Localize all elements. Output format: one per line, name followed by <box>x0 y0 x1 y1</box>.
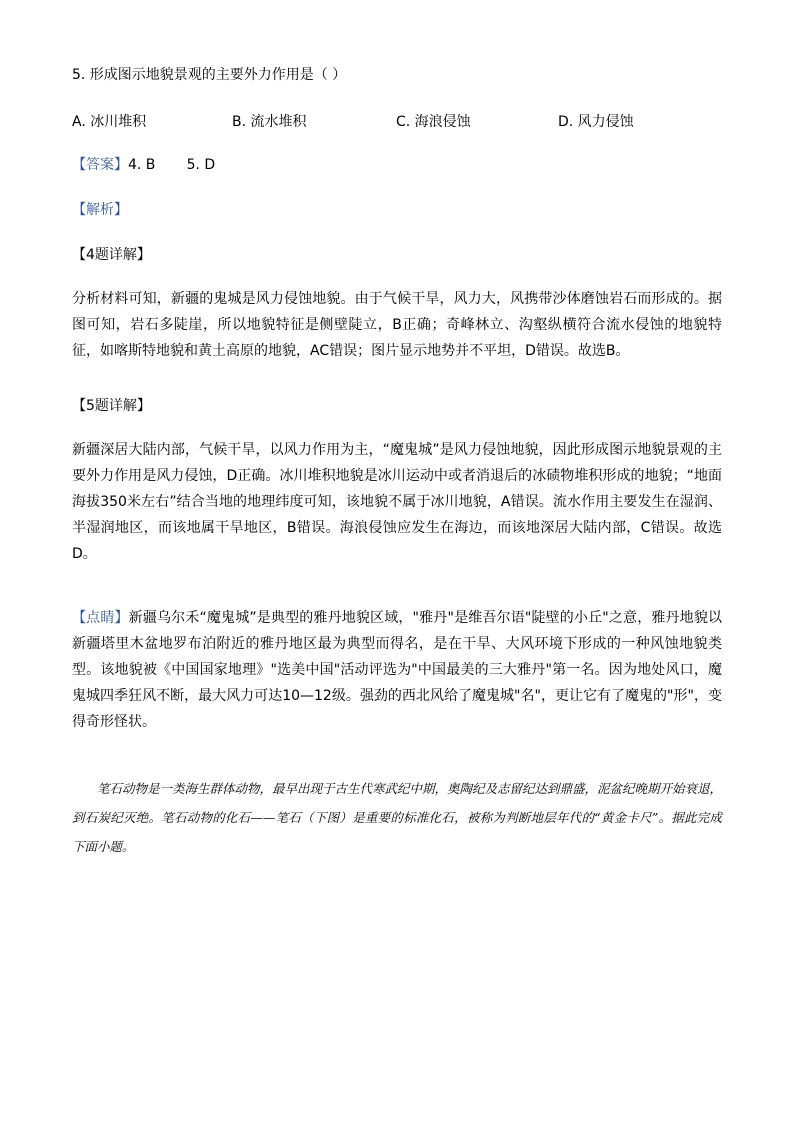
answer-line <box>72 156 215 174</box>
option-d: D. 风力侵蚀 <box>558 114 634 130</box>
question-5-stem: 5. 形成图示地貌景观的主要外力作用是（ ） <box>72 67 347 83</box>
graptolite-passage: 笔石动物是一类海生群体动物，最早出现于古生代寒武纪中期，奥陶纪及志留纪达到鼎盛，泥盆纪晚期开始衰退，到石炭纪灭绝。笔石动物的化石——笔石（下图）是重要的标准化石，被称为判断地层年代的“黄金卡尺”。据此完成下面小题。 <box>72 781 723 854</box>
analysis-tag: 【解析】 <box>72 202 128 218</box>
detail-5-heading: 【5题详解】 <box>72 398 151 414</box>
answer-text: 4. B 5. D <box>128 157 216 173</box>
highlight-paragraph <box>72 605 722 735</box>
answer-tag: 【答案】 <box>72 157 128 173</box>
option-b: B. 流水堆积 <box>232 114 307 130</box>
question-5-options <box>72 113 732 133</box>
detail-5-text: 新疆深居大陆内部，气候干旱，以风力作用为主，“魔鬼城”是风力侵蚀地貌，因此形成图示地貌景观的主要外力作用是风力侵蚀，D正确。冰川堆积地貌是冰川运动中或者消退后的冰碛物堆积形成的地貌；“地面海拔350米左右”结合当地的地理纬度可知，该地貌不属于冰川地貌，A错误。流水作用主要发生在湿润、半湿润地区，而该地属干旱地区，B错误。海浪侵蚀应发生在海边，而该地深居大陆内部，C错误。故选D。 <box>72 442 722 562</box>
highlight-tag: 【点睛】 <box>72 610 129 626</box>
highlight-text: 新疆乌尔禾“魔鬼城”是典型的雅丹地貌区域，"雅丹"是维吾尔语"陡壁的小丘"之意，雅丹地貌以新疆塔里木盆地罗布泊附近的雅丹地区最为典型而得名，是在干旱、大风环境下形成的一种风蚀地貌类型。该地貌被《中国国家地理》"选美中国"活动评选为"中国最美的三大雅丹"第一名。因为地处风口，魔鬼城四季狂风不断，最大风力可达10—12级。强劲的西北风给了魔鬼城"名"，更让它有了魔鬼的"形"，变得奇形怪状。 <box>72 610 723 730</box>
analysis-heading <box>72 201 128 219</box>
option-a: A. 冰川堆积 <box>72 114 147 130</box>
detail-4-heading: 【4题详解】 <box>72 247 151 263</box>
detail-4-text: 分析材料可知，新疆的鬼城是风力侵蚀地貌。由于气候干旱，风力大，风携带沙体磨蚀岩石而形成的。据图可知，岩石多陡崖，所以地貌特征是侧壁陡立，B正确；奇峰林立、沟壑纵横符合流水侵蚀的地貌特征，如喀斯特地貌和黄土高原的地貌，AC错误；图片显示地势并不平坦，D错误。故选B。 <box>72 291 722 359</box>
option-c: C. 海浪侵蚀 <box>396 114 471 130</box>
